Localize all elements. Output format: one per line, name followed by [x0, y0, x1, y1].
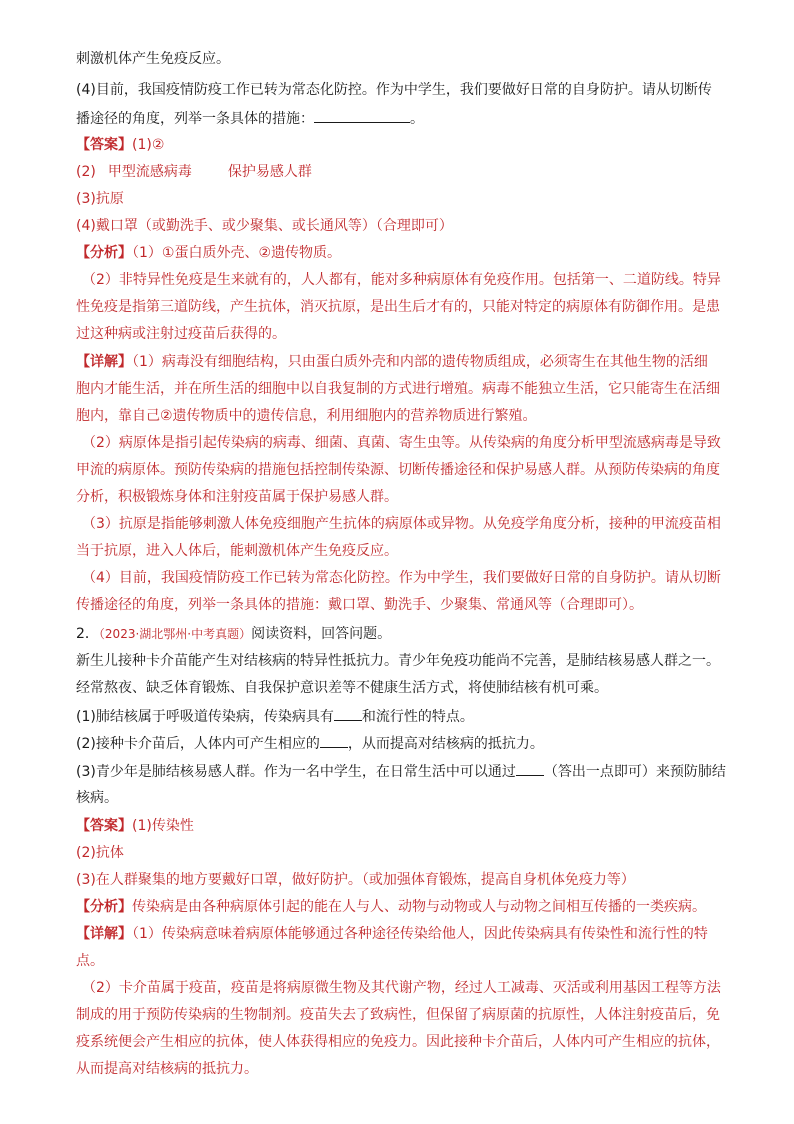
answer-1: (1)传染性: [132, 818, 194, 834]
text: 疫系统便会产生相应的抗体，使人体获得相应的免疫力。因此接种卡介苗后，人体内可产生相应的抗体，: [76, 1034, 720, 1050]
text: （1）传染病意味着病原体能够通过各种途径传染给他人，因此传染病具有传染性和流行性的特: [132, 926, 708, 942]
q1-answer-line: [76, 135, 164, 155]
q1-answer-4: [76, 216, 453, 236]
text: （答出一点即可）来预防肺结: [543, 764, 726, 780]
answer-blank: [314, 108, 410, 123]
text: 性免疫是指第三道防线，产生抗体，消灭抗原，是出生后才有的，只能对特定的病原体有防御作用。是患: [76, 299, 720, 315]
text: 过这种病或注射过疫苗后获得的。: [76, 326, 286, 342]
text: 新生儿接种卡介苗能产生对结核病的特异性抵抗力。青少年免疫功能尚不完善，是肺结核易感人群之一。: [76, 653, 720, 669]
answer-blank: [320, 733, 348, 748]
q2-sub3-line1: [76, 761, 726, 782]
q1-detail-line3: [76, 406, 537, 426]
detail-tag: 【详解】: [76, 926, 132, 942]
text: 保护易感人群: [227, 164, 312, 180]
text: 胞内，靠自己②遗传物质中的遗传信息，利用细胞内的营养物质进行繁殖。: [76, 408, 537, 424]
text: （2）非特异性免疫是生来就有的，人人都有，能对多种病原体有免疫作用。包括第一、二道防线。特异: [82, 272, 721, 288]
answer-blank: [516, 761, 544, 776]
answer-tag: 【答案】: [76, 137, 132, 153]
q1-analysis-line3: [76, 297, 720, 317]
q1-detail-line9: [82, 568, 721, 588]
text: 点。: [76, 953, 104, 969]
text: 传染病是由各种病原体引起的能在人与人、动物与动物或人与动物之间相互传播的一类疾病。: [132, 899, 706, 915]
text: (2): [76, 164, 96, 180]
analysis-tag: 【分析】: [76, 899, 132, 915]
text: (3)在人群聚集的地方要戴好口罩，做好防护。（或加强体育锻炼，提高自身机体免疫力等）: [76, 872, 635, 888]
q1-sub4-line1: [76, 80, 712, 100]
text: 核病。: [76, 790, 118, 806]
q1-detail-line8: [76, 541, 398, 561]
q1-sub4-line2: [76, 108, 424, 129]
q1-continuation-line: [76, 49, 230, 69]
q1-detail-line6: [76, 487, 398, 507]
q2-detail-line1: [76, 924, 708, 944]
analysis-tag: 【分析】: [76, 245, 132, 261]
q1-analysis-line2: [82, 270, 721, 290]
text: 传播途径的角度，列举一条具体的措施：戴口罩、勤洗手、少聚集、常通风等（合理即可）。: [76, 597, 643, 613]
answer-blank: [334, 706, 362, 721]
text: （1）病毒没有细胞结构，只由蛋白质外壳和内部的遗传物质组成，必须寄生在其他生物的活细: [132, 354, 708, 370]
text: ，从而提高对结核病的抵抗力。: [347, 736, 544, 752]
q2-answer-3: [76, 870, 635, 890]
question-stem: 阅读资料，回答问题。: [251, 626, 392, 642]
q1-answer-2: [76, 162, 312, 182]
text: 当于抗原，进入人体后，能刺激机体产生免疫反应。: [76, 543, 398, 559]
text: 甲流的病原体。预防传染病的措施包括控制传染源、切断传播途径和保护易感人群。从预防传染病的角度: [76, 462, 720, 478]
q1-detail-line7: [82, 514, 721, 534]
text: (1)肺结核属于呼吸道传染病，传染病具有: [76, 709, 334, 725]
q2-analysis-line: [76, 897, 706, 917]
text: （3）抗原是指能够刺激人体免疫细胞产生抗体的病原体或异物。从免疫学角度分析，接种的甲流疫苗相: [82, 516, 721, 532]
text: （2）卡介苗属于疫苗，疫苗是将病原微生物及其代谢产物，经过人工减毒、灭活或利用基因工程等方法: [82, 980, 721, 996]
text: (3)青少年是肺结核易感人群。作为一名中学生，在日常生活中可以通过: [76, 764, 516, 780]
text: 播途径的角度，列举一条具体的措施：: [76, 111, 314, 127]
q1-analysis-line4: [76, 324, 286, 344]
question-number: 2．: [76, 626, 99, 642]
q2-answer-2: [76, 843, 124, 863]
text: (4)戴口罩（或勤洗手、或少聚集、或长通风等）（合理即可）: [76, 218, 453, 234]
q2-sub1: [76, 706, 474, 727]
text: （1）①蛋白质外壳、②遗传物质。: [132, 245, 342, 261]
q2-material-line2: [76, 678, 608, 698]
q1-detail-line10: [76, 595, 643, 615]
text: 和流行性的特点。: [361, 709, 474, 725]
detail-tag: 【详解】: [76, 354, 132, 370]
q2-detail-line4: [76, 1005, 720, 1025]
text: (3)抗原: [76, 191, 124, 207]
answer-tag: 【答案】: [76, 818, 132, 834]
text: 刺激机体产生免疫反应。: [76, 51, 230, 67]
q2-detail-line3: [82, 978, 721, 998]
text: (2)接种卡介苗后，人体内可产生相应的: [76, 736, 320, 752]
text: 经常熬夜、缺乏体育锻炼、自我保护意识差等不健康生活方式，将使肺结核有机可乘。: [76, 680, 608, 696]
answer-1: (1)②: [132, 137, 165, 153]
q1-detail-line5: [76, 460, 720, 480]
text: 制成的用于预防传染病的生物制剂。疫苗失去了致病性，但保留了病原菌的抗原性，人体注射疫苗后，免: [76, 1007, 720, 1023]
text: （4）目前，我国疫情防疫工作已转为常态化防控。作为中学生，我们要做好日常的自身防护。请从切断: [82, 570, 721, 586]
q2-sub3-line2: [76, 788, 118, 808]
text: 从而提高对结核病的抵抗力。: [76, 1061, 258, 1077]
q2-detail-line2: [76, 951, 104, 971]
q2-answer-line: [76, 816, 194, 836]
q1-detail-line4: [82, 433, 721, 453]
q1-detail-line1: [76, 352, 708, 372]
q1-detail-line2: [76, 379, 720, 399]
q2-header: [76, 624, 391, 644]
q2-detail-line5: [76, 1032, 720, 1052]
q1-analysis-line1: [76, 243, 341, 263]
text: （2）病原体是指引起传染病的病毒、细菌、真菌、寄生虫等。从传染病的角度分析甲型流感病毒是导致: [82, 435, 721, 451]
q1-answer-3: [76, 189, 124, 209]
q2-detail-line6: [76, 1059, 258, 1079]
text: 甲型流感病毒: [107, 164, 192, 180]
text: (4)目前，我国疫情防疫工作已转为常态化防控。作为中学生，我们要做好日常的自身防护。请从切断传: [76, 82, 712, 98]
text: 分析，积极锻炼身体和注射疫苗属于保护易感人群。: [76, 489, 398, 505]
q2-material-line1: [76, 651, 720, 671]
text: 胞内才能生活，并在所生活的细胞中以自我复制的方式进行增殖。病毒不能独立生活，它只能寄生在活细: [76, 381, 720, 397]
text: (2)抗体: [76, 845, 124, 861]
text: 。: [410, 111, 424, 127]
question-source: （2023·湖北鄂州·中考真题）: [98, 627, 252, 641]
q2-sub2: [76, 733, 544, 754]
